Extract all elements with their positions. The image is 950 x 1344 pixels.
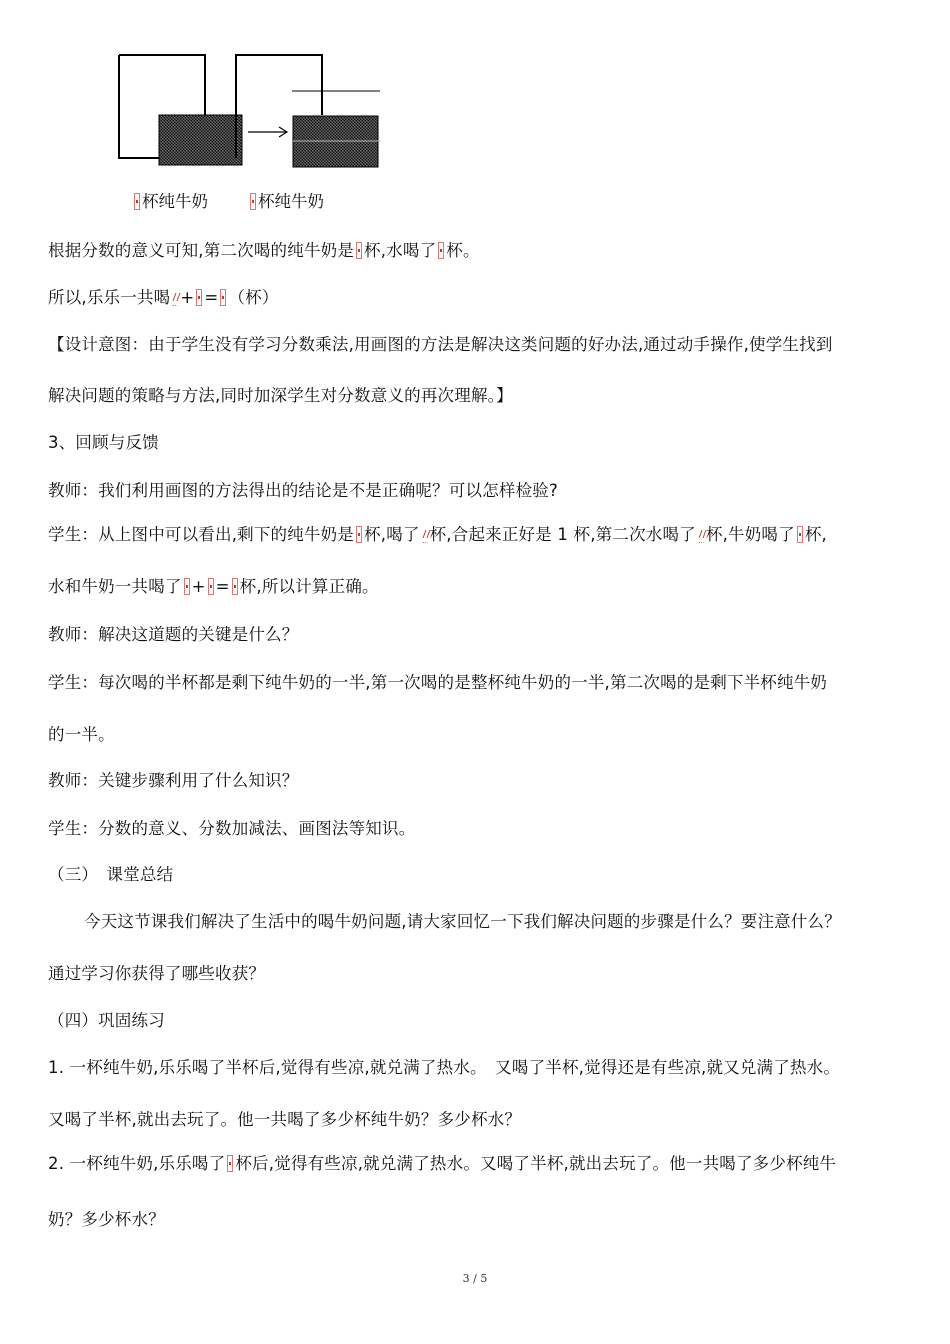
- fraction-icon: [250, 193, 256, 210]
- fraction-icon: [196, 289, 202, 306]
- teacher-question-3: 教师：关键步骤利用了什么知识？: [48, 771, 299, 790]
- design-intent-line-2: 解决问题的策略与方法,同时加深学生对分数意义的再次理解。】: [48, 386, 513, 405]
- student-answer-2: 学生：每次喝的半杯都是剩下纯牛奶的一半,第一次喝的是整杯纯牛奶的一半,第二次喝的是剩下半杯纯牛奶: [48, 673, 828, 692]
- fraction-icon: [797, 526, 803, 543]
- fraction-icon: [438, 242, 444, 259]
- fraction-icon: [698, 526, 704, 543]
- fraction-icon: [227, 1155, 233, 1172]
- practice-question-2-cont: 奶？多少杯水？: [48, 1210, 165, 1229]
- teacher-question-2: 教师：解决这道题的关键是什么？: [48, 625, 299, 644]
- fraction-icon: [232, 578, 238, 595]
- section-heading-practice: （四）巩固练习: [48, 1011, 165, 1030]
- summary-paragraph-cont: 通过学习你获得了哪些收获？: [48, 964, 266, 983]
- fraction-icon: [208, 578, 214, 595]
- left-cup-outline: [119, 55, 159, 158]
- fraction-icon: [422, 526, 428, 543]
- caption-left: 杯纯牛奶: [132, 190, 208, 214]
- left-cup-milk: [159, 115, 242, 165]
- student-answer-3: 学生：分数的意义、分数加减法、画图法等知识。: [48, 819, 416, 838]
- caption-right: 杯纯牛奶: [248, 190, 324, 214]
- practice-question-1: 1. 一杯纯牛奶,乐乐喝了半杯后,觉得有些凉,就兑满了热水。 又喝了半杯,觉得还是有些凉,就又兑满了热水。: [48, 1058, 841, 1077]
- fraction-icon: [172, 289, 178, 306]
- section-heading-summary: （三） 课堂总结: [48, 865, 174, 884]
- teacher-question-1: 教师：我们利用画图的方法得出的结论是不是正确呢？可以怎样检验?: [48, 481, 558, 500]
- fraction-icon: [134, 193, 140, 210]
- student-answer-2-cont: 的一半。: [48, 725, 115, 744]
- practice-question-2: 2. 一杯纯牛奶,乐乐喝了 杯后,觉得有些凉,就兑满了热水。又喝了半杯,就出去玩了。他一共喝了多少杯纯牛: [48, 1154, 837, 1173]
- practice-question-1-cont: 又喝了半杯,就出去玩了。他一共喝了多少杯纯牛奶？多少杯水？: [48, 1110, 522, 1129]
- fraction-icon: [356, 242, 362, 259]
- student-answer-1: 学生：从上图中可以看出,剩下的纯牛奶是 杯,喝了 杯,合起来正好是 1 杯,第二次水喝了 杯,牛奶喝了 杯,: [48, 525, 827, 544]
- section-heading-review: 3、回顾与反馈: [48, 433, 159, 452]
- summary-paragraph: 今天这节课我们解决了生活中的喝牛奶问题,请大家回忆一下我们解决问题的步骤是什么？要注意什么？: [84, 912, 841, 931]
- text-line-2: 所以,乐乐一共喝 + = （杯）: [48, 288, 279, 307]
- fraction-icon: [184, 578, 190, 595]
- fraction-icon: [220, 289, 226, 306]
- design-intent-line-1: 【设计意图：由于学生没有学习分数乘法,用画图的方法是解决这类问题的好办法,通过动手操作,使学生找到: [48, 335, 833, 354]
- text-line-1: 根据分数的意义可知,第二次喝的纯牛奶是 杯,水喝了 杯。: [48, 241, 480, 260]
- student-answer-1-cont: 水和牛奶一共喝了 + = 杯,所以计算正确。: [48, 577, 379, 596]
- page-number: 3 / 5: [462, 1272, 488, 1285]
- fraction-icon: [356, 526, 362, 543]
